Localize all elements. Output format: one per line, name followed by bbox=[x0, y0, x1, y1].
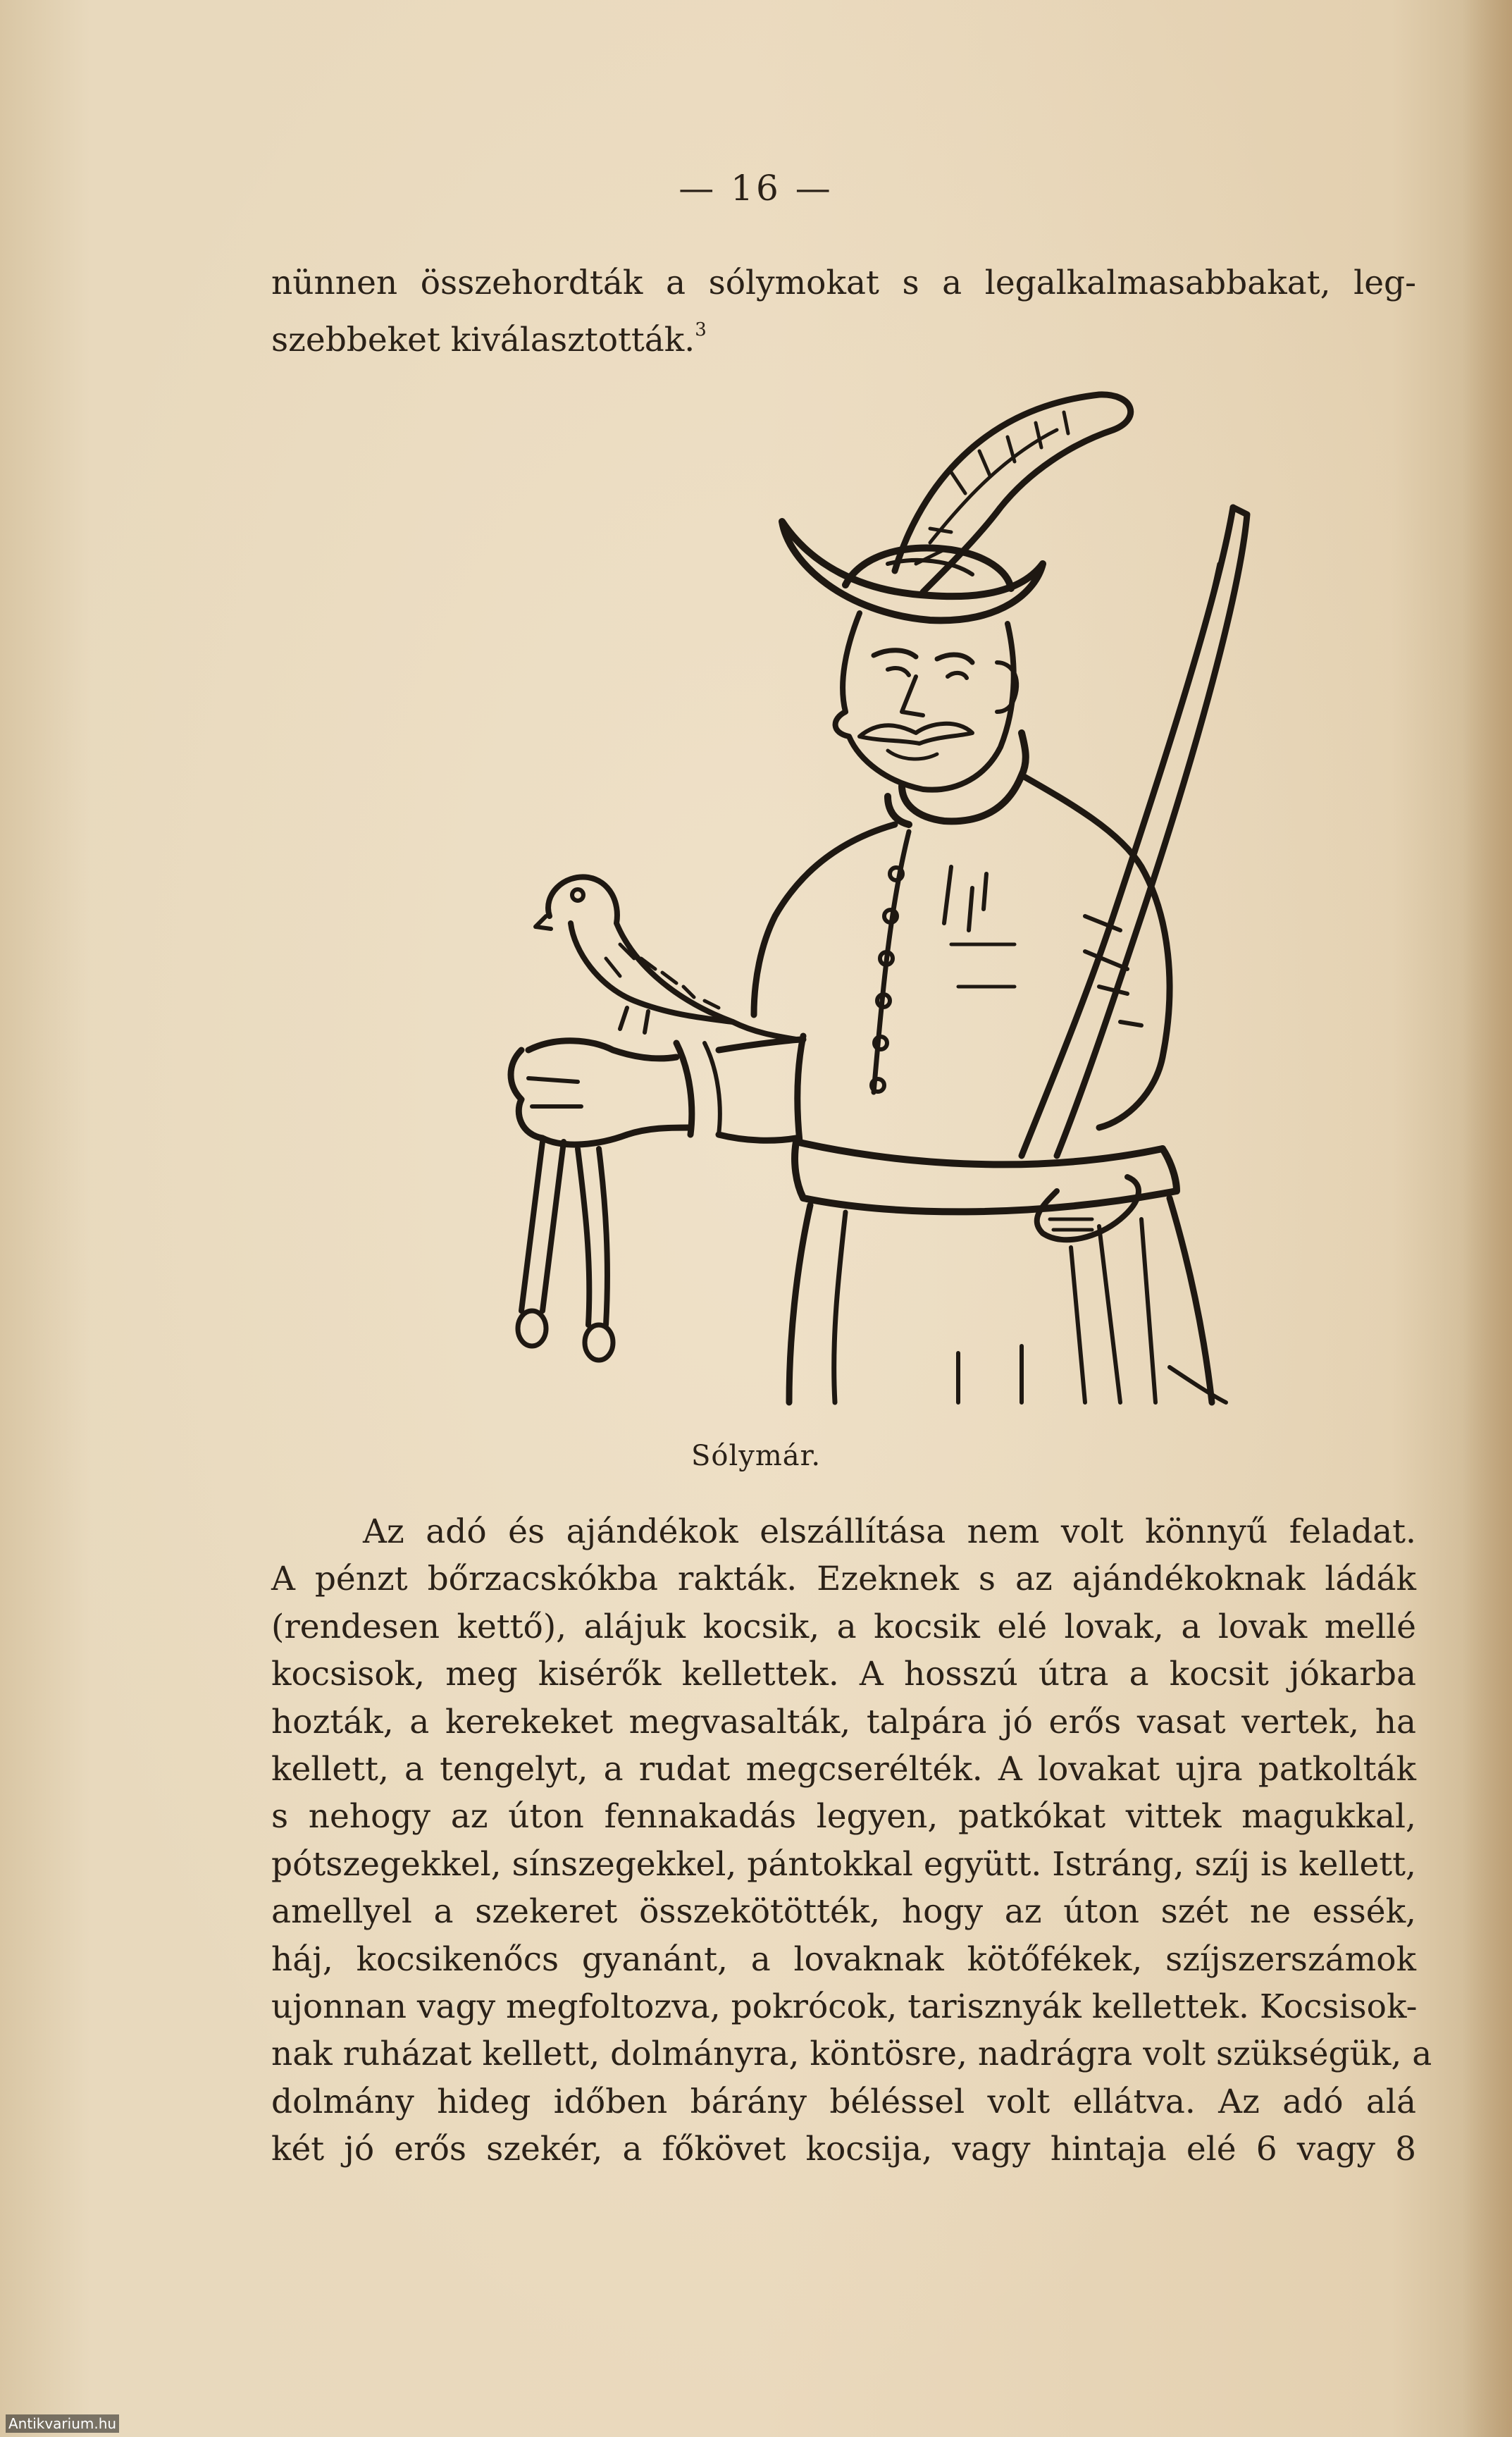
body-paragraph bbox=[271, 1508, 1432, 2173]
text-line bbox=[271, 307, 1416, 360]
text-line: hozták, a kerekeket megvasalták, talpára jó erős vasat vertek, ha bbox=[271, 1702, 1416, 1741]
figure-caption: Sólymár. bbox=[690, 1440, 822, 1472]
text-line: s nehogy az úton fennakadás legyen, patkókat vittek magukkal, bbox=[271, 1797, 1416, 1837]
text-line: (rendesen kettő), alájuk kocsik, a kocsik elé lovak, a lovak mellé bbox=[271, 1607, 1416, 1646]
belt bbox=[795, 1142, 1177, 1211]
text-line: kellett, a tengelyt, a rudat megcserélték. A lovakat ujra patkolták bbox=[271, 1749, 1416, 1789]
text-line: A pénzt bőrzacskókba rakták. Ezeknek s az ajándékoknak ládák bbox=[271, 1560, 1416, 1599]
jesses bbox=[518, 1142, 613, 1360]
page-edge-shadow bbox=[1463, 0, 1512, 2437]
text-line: Az adó és ajándékok elszállítása nem volt könnyű feladat. bbox=[363, 1512, 1416, 1551]
text-line: kocsisok, meg kisérők kellettek. A hosszú útra a kocsit jókarba bbox=[271, 1655, 1416, 1694]
face bbox=[836, 613, 1017, 790]
page-number: — 16 — bbox=[678, 168, 834, 209]
text-line: háj, kocsikenőcs gyanánt, a lovaknak kötőfékek, szíjszerszámok bbox=[271, 1939, 1416, 1979]
text-line: pótszegekkel, sínszegekkel, pántokkal együtt. Istráng, szíj is kellett, bbox=[271, 1844, 1416, 1884]
text-line: amellyel a szekeret összekötötték, hogy az úton szét ne essék, bbox=[271, 1892, 1416, 1932]
coat-skirt bbox=[789, 1198, 1226, 1402]
top-paragraph bbox=[271, 259, 1416, 360]
watermark: Antikvarium.hu bbox=[6, 2414, 119, 2433]
text-line: nünnen összehordták a sólymokat s a legalkalmasabbakat, leg- bbox=[271, 264, 1416, 302]
hat bbox=[782, 522, 1043, 620]
collar bbox=[888, 733, 1026, 825]
text-line: dolmány hideg időben bárány béléssel volt ellátva. Az adó alá bbox=[271, 2082, 1416, 2121]
coat bbox=[754, 775, 1170, 1142]
gloved-arm bbox=[511, 1039, 803, 1145]
text-line-content: szebbeket kiválasztották. bbox=[271, 321, 695, 360]
footnote-marker: 3 bbox=[695, 319, 707, 341]
text-line: nak ruházat kellett, dolmányra, köntösre, nadrágra volt szükségük, a bbox=[271, 2035, 1432, 2074]
sword bbox=[1022, 507, 1247, 1156]
text-line: két jó erős szekér, a főkövet kocsija, vagy hintaja elé 6 vagy 8 bbox=[271, 2130, 1416, 2169]
text-line: ujonnan vagy megfoltozva, pokrócok, tarisznyák kellettek. Kocsisok- bbox=[271, 1987, 1418, 2026]
falconer-illustration bbox=[465, 381, 1261, 1424]
